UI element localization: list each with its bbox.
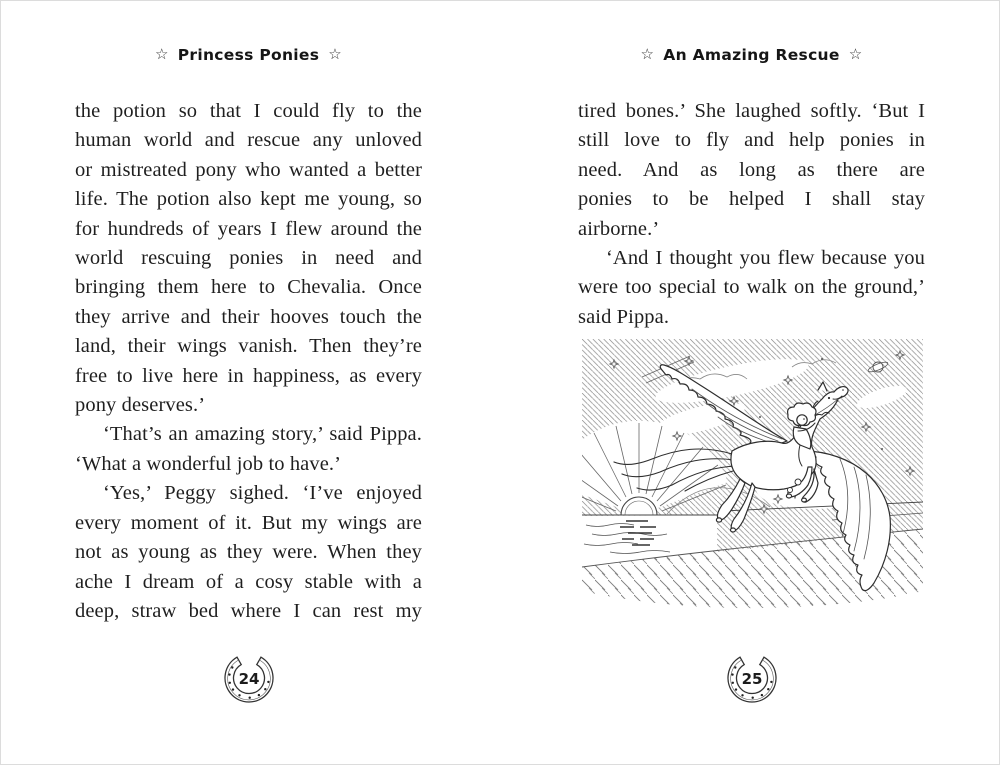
star-icon: ☆ xyxy=(328,45,342,63)
page-number-right xyxy=(723,649,781,707)
text-line: still love to fly and help ponies in xyxy=(578,129,925,152)
star-icon: ☆ xyxy=(640,45,655,63)
text-line: need. And as long as there are xyxy=(578,158,925,181)
text-line: ‘What a wonderful job to have.’ xyxy=(75,452,342,475)
text-line: free to live here in happiness, as every xyxy=(75,364,422,387)
text-column-left xyxy=(75,97,422,626)
star-icon: ☆ xyxy=(848,45,863,63)
page-right xyxy=(578,0,925,765)
text-line: were too special to walk on the ground,’ xyxy=(578,276,925,299)
book-title: Princess Ponies xyxy=(177,46,320,64)
horseshoe-icon xyxy=(723,649,781,707)
text-line: every moment of it. But my wings are xyxy=(75,511,422,534)
text-line: the potion so that I could fly to the xyxy=(75,100,422,122)
text-line: said Pippa. xyxy=(578,305,670,328)
illustration-flying-pony xyxy=(582,339,923,612)
star-icon: ☆ xyxy=(155,45,169,63)
text-line: deep, straw bed where I can rest my xyxy=(75,599,422,622)
text-line: land, their wings vanish. Then they’re xyxy=(75,335,422,358)
text-line: ‘And I thought you flew because you xyxy=(606,247,925,270)
text-line: for hundreds of years I flew around the xyxy=(75,217,422,240)
text-line: or mistreated pony who wanted a better xyxy=(75,158,422,181)
text-line: tired bones.’ She laughed softly. ‘But I xyxy=(578,100,925,122)
text-line: not as young as they were. When they xyxy=(75,541,422,564)
page-number-text: 24 xyxy=(238,670,259,688)
page-number-left xyxy=(220,649,278,707)
text-line: they arrive and their hooves touch the xyxy=(75,305,422,328)
text-line: ponies to be helped I shall stay xyxy=(578,188,925,211)
text-line: human world and rescue any unloved xyxy=(75,129,422,152)
page-left xyxy=(75,0,422,765)
text-line: airborne.’ xyxy=(578,217,660,240)
text-line: pony deserves.’ xyxy=(75,394,206,417)
text-line: life. The potion also kept me young, so xyxy=(75,188,422,211)
text-line: ‘Yes,’ Peggy sighed. ‘I’ve enjoyed xyxy=(103,482,422,505)
text-line: ache I dream of a cosy stable with a xyxy=(75,570,422,593)
text-line: ‘That’s an amazing story,’ said Pippa. xyxy=(103,423,422,446)
running-head-left xyxy=(35,46,462,64)
chapter-title: An Amazing Rescue xyxy=(663,46,840,64)
page-number-text: 25 xyxy=(741,670,762,688)
horseshoe-icon xyxy=(220,649,278,707)
running-head-right xyxy=(538,46,965,64)
text-line: world rescuing ponies in need and xyxy=(75,247,422,270)
text-column-right xyxy=(578,97,925,332)
text-line: bringing them here to Chevalia. Once xyxy=(75,276,422,299)
